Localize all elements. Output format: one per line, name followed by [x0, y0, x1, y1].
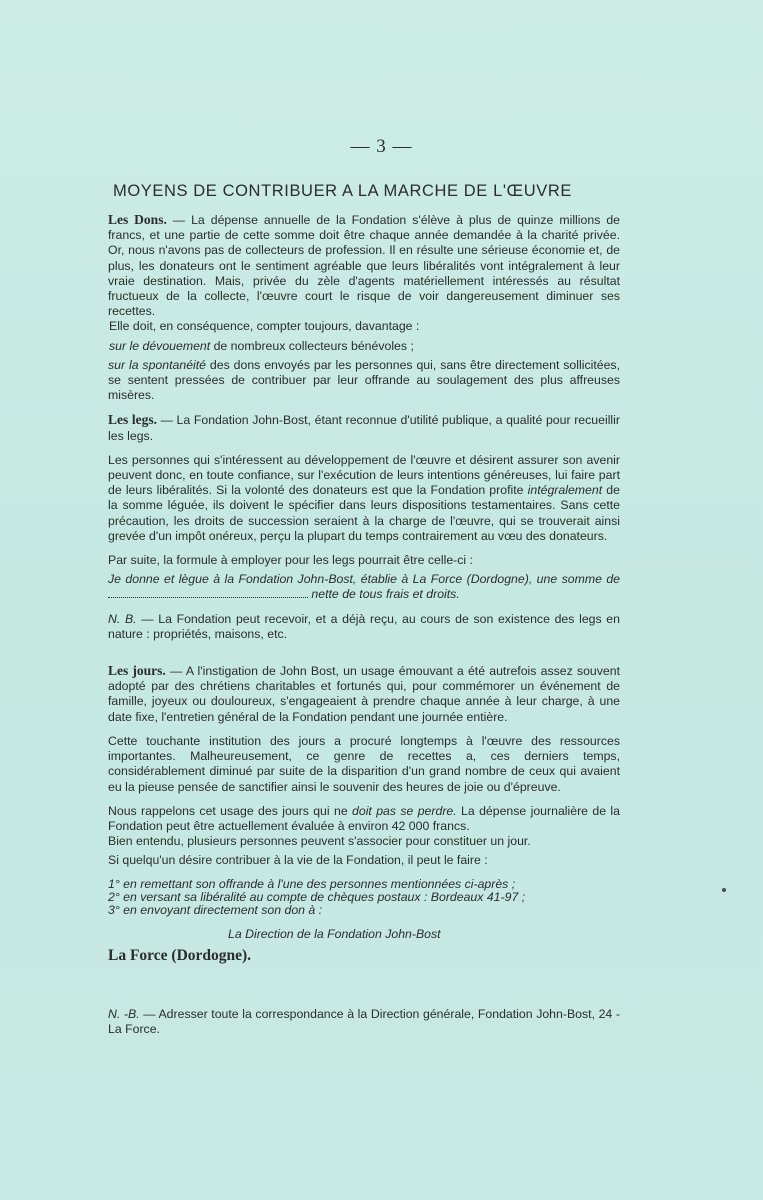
direction-line: La Direction de la Fondation John-Bost [228, 926, 441, 941]
paragraph-spontaneite: sur la spontanéité des dons envoyés par les personnes qui, sans être directement sollicitées, se sentent pressées de contribuer par leur offrande au soulagement des plus affreuses misères. [108, 357, 620, 403]
paragraph-jours-3: Nous rappelons cet usage des jours qui ne doit pas se perdre. La dépense journalière de la Fondation peut être actuellement évaluée à environ 42 000 francs. [108, 803, 620, 833]
paragraph-jours-5: Si quelqu'un désire contribuer à la vie de la Fondation, il peut le faire : [108, 853, 488, 868]
paragraph-dons: Les Dons. — La dépense annuelle de la Fondation s'élève à plus de quinze millions de francs, et une partie de cette somme doit être chaque année demandée à la charité privée. Or, nous n'avons pas de collecteurs de profession. Il en résulte une sérieuse économie et, de plus, les donateurs ont le sentiment agréable que leurs libéralités vont intégralement à leur vraie destination. Mais, privée du zèle d'agents matériellement intéressés au résultat fructueux de la collecte, l'œuvre court le risque de voir dangereusement diminuer ses recettes. [108, 212, 620, 319]
paragraph-jours: Les jours. — A l'instigation de John Bost, un usage émouvant a été autrefois assez souvent adopté par des chrétiens charitables et fortunés qui, pour commémorer un événement de famille, joyeux ou douloureux, s'engageaient à prendre chaque année à leur charge, à une date fixe, l'entretien général de la Fondation pendant une journée entière. [108, 663, 621, 724]
paragraph-legs: Les legs. — La Fondation John-Bost, étant reconnue d'utilité publique, a qualité pour recueillir les legs. [108, 412, 620, 443]
signature: La Force (Dordogne). [108, 946, 252, 964]
document-body [108, 212, 620, 1037]
footer-note: N. -B. — Adresser toute la correspondance à la Direction générale, Fondation John-Bost, 24 - La Force. [108, 1006, 620, 1037]
page-number: — 3 — [350, 136, 413, 157]
option-1: 1° en remettant son offrande à l'une des personnes mentionnées ci-après ; [108, 876, 516, 891]
blank-amount-line [108, 587, 308, 598]
paragraph-jours-4: Bien entendu, plusieurs personnes peuvent s'associer pour constituer un jour. [108, 834, 531, 849]
lead-jours: Les jours. [108, 663, 166, 679]
paragraph-formule-text: Je donne et lègue à la Fondation John-Bost, établie à La Force (Dordogne), une somme de nette de tous frais et droits. [108, 572, 620, 602]
option-2: 2° en versant sa libéralité au compte de chèques postaux : Bordeaux 41-97 ; [108, 889, 526, 904]
paragraph-devouement: sur le dévouement de nombreux collecteurs bénévoles ; [109, 338, 414, 353]
paragraph-nb: N. B. — La Fondation peut recevoir, et a déjà reçu, au cours de son existence des legs en nature : propriétés, maisons, etc. [108, 611, 620, 641]
paragraph-formule: Par suite, la formule à employer pour les legs pourrait être celle-ci : [108, 553, 473, 568]
lead-legs: Les legs. [108, 412, 157, 428]
section-heading: MOYENS DE CONTRIBUER A LA MARCHE DE L'ŒUVRE [113, 182, 572, 200]
option-3: 3° en envoyant directement son don à : [108, 902, 323, 917]
paragraph-legs-2: Les personnes qui s'intéressent au développement de l'œuvre et désirent assurer son avenir peuvent donc, en toute confiance, sur l'exécution de leurs intentions généreuses, lui faire part de leurs libéralités. Si la volonté des donateurs est que la Fondation profite intégralement de la somme léguée, ils doivent le spécifier dans leurs dispositions testamentaires. Sans cette précaution, les droits de succession seraient à la charge de l'œuvre, qui se trouverait ainsi grevée d'un impôt onéreux, perçu la plupart du temps contrairement au vœu des donateurs. [108, 452, 620, 543]
paper-speck [722, 888, 726, 892]
paragraph-jours-2: Cette touchante institution des jours a procuré longtemps à l'œuvre des ressources importantes. Malheureusement, ce genre de recettes a, ces derniers temps, considérablement diminué par suite de la disparition d'un grand nombre de ceux qui avaient eu la pieuse pensée de sanctifier ainsi le souvenir des heures de joie ou d'épreuve. [108, 733, 620, 794]
lead-dons: Les Dons. [108, 212, 167, 227]
paragraph-doit: Elle doit, en conséquence, compter toujours, davantage : [109, 319, 420, 334]
